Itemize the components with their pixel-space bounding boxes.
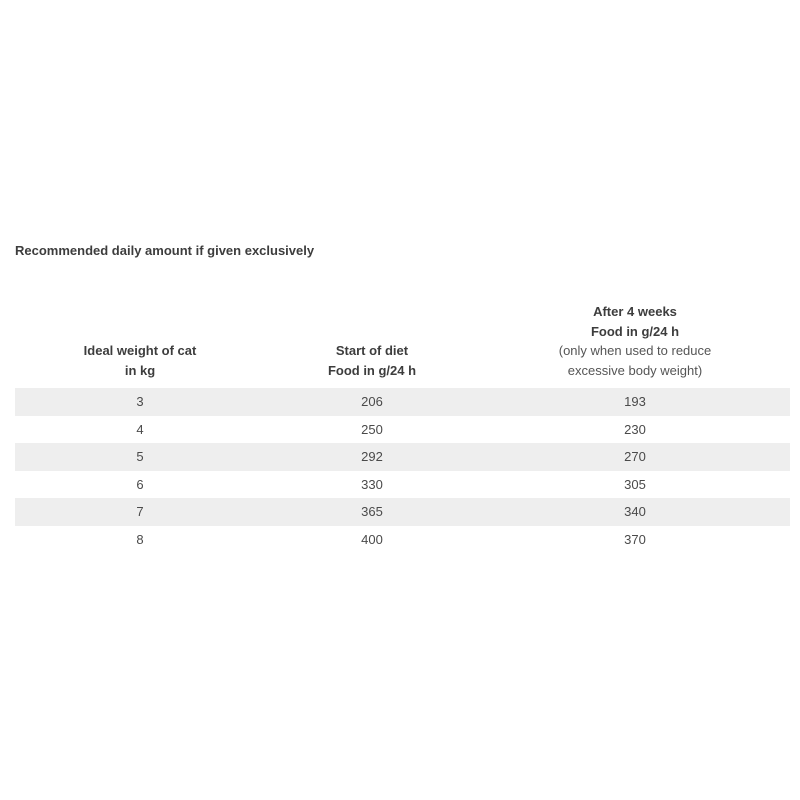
cell-weight: 7 <box>136 504 144 519</box>
cell-start: 365 <box>361 504 383 519</box>
header-start-line2: Food in g/24 h <box>327 362 417 378</box>
cell-after: 305 <box>624 476 646 492</box>
page-title: Recommended daily amount if given exclusively <box>15 243 315 258</box>
cell-after: 340 <box>624 504 646 519</box>
header-after-line4: excessive body weight) <box>567 362 703 378</box>
header-ideal-weight-line2: in kg <box>124 362 156 378</box>
cell-after: 270 <box>624 449 646 464</box>
header-after-line2: Food in g/24 h <box>590 323 680 339</box>
table-row <box>15 526 790 554</box>
table-row <box>15 498 790 526</box>
header-after-line1: After 4 weeks <box>593 304 677 319</box>
cell-start: 206 <box>361 394 383 409</box>
cell-start: 250 <box>361 421 383 437</box>
header-start-of-diet <box>247 341 497 380</box>
feeding-table <box>15 300 790 553</box>
cell-start: 400 <box>361 531 383 547</box>
cell-weight: 4 <box>136 421 144 437</box>
cell-weight: 6 <box>136 476 144 492</box>
cell-after: 370 <box>624 531 646 547</box>
header-ideal-weight-line1: Ideal weight of cat <box>83 343 197 358</box>
table-row <box>15 416 790 444</box>
table-row <box>15 388 790 416</box>
cell-weight: 5 <box>136 449 144 464</box>
table-header <box>15 300 790 388</box>
table-row <box>15 471 790 499</box>
header-after-line3: (only when used to reduce <box>558 343 712 358</box>
cell-weight: 3 <box>136 394 144 409</box>
cell-weight: 8 <box>136 531 144 547</box>
cell-start: 330 <box>361 476 383 492</box>
header-after-4-weeks <box>510 302 760 380</box>
header-ideal-weight <box>15 341 265 380</box>
cell-start: 292 <box>361 449 383 464</box>
header-start-line1: Start of diet <box>335 343 409 358</box>
table-row <box>15 443 790 471</box>
cell-after: 230 <box>624 421 646 437</box>
cell-after: 193 <box>624 394 646 409</box>
